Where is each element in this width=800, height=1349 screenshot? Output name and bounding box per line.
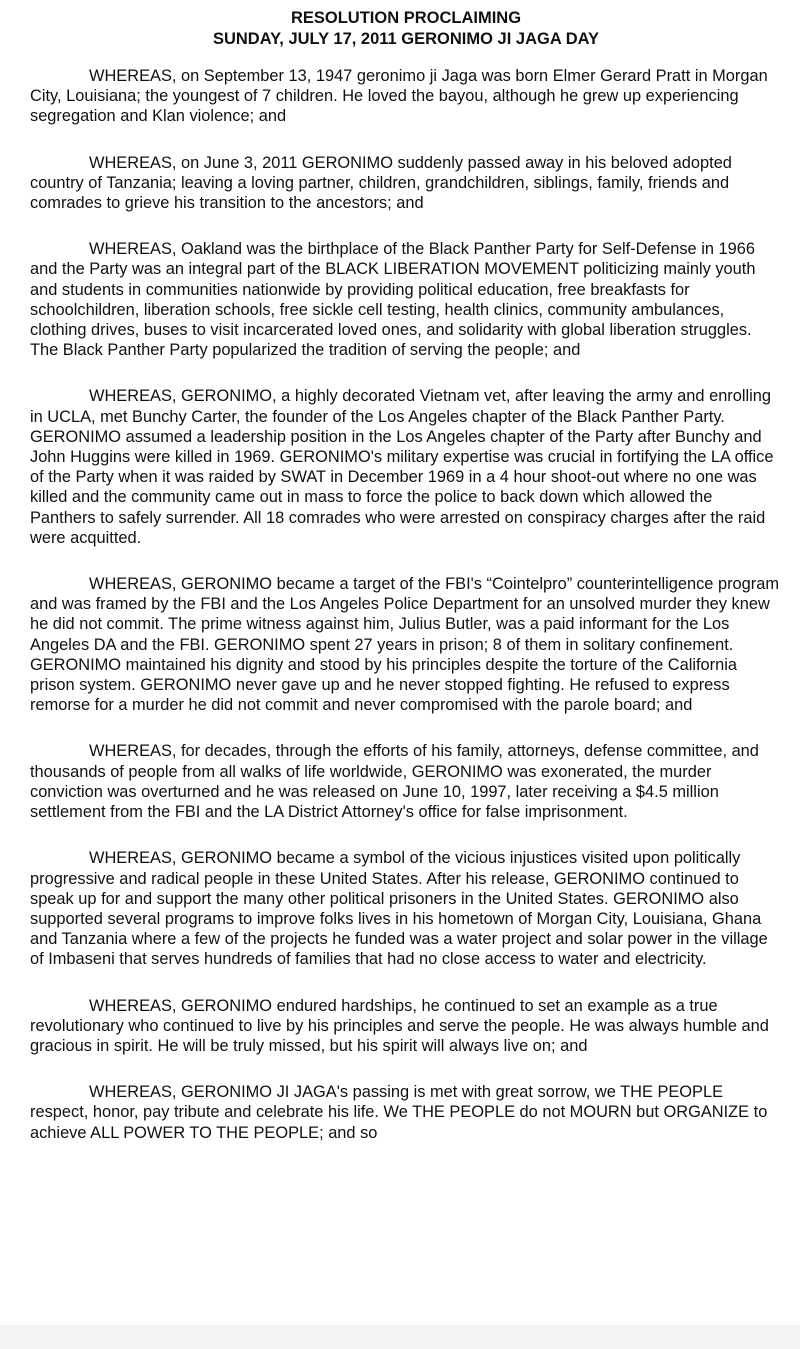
document-page <box>30 8 782 1169</box>
whereas-paragraph-5: WHEREAS, GERONIMO became a target of the FBI's “Cointelpro” counterintelligence program and was framed by the FBI and the Los Angeles Police Department for an unsolved murder they knew he did not commit. The prime witness against him, Julius Butler, was a paid informant for the Los Angeles DA and the FBI. GERONIMO spent 27 years in prison; 8 of them in solitary confinement. GERONIMO maintained his dignity and stood by his principles despite the torture of the California prison system. GERONIMO never gave up and he never stopped fighting. He refused to express remorse for a murder he did not commit and never compromised with the parole board; and <box>30 575 779 715</box>
whereas-paragraph-6: WHEREAS, for decades, through the efforts of his family, attorneys, defense committee, and thousands of people from all walks of life worldwide, GERONIMO was exonerated, the murder conviction was overturned and he was released on June 10, 1997, later receiving a $4.5 million settlement from the FBI and the LA District Attorney's office for false imprisonment. <box>30 742 759 822</box>
whereas-paragraph-3: WHEREAS, Oakland was the birthplace of the Black Panther Party for Self-Defense in 1966 and the Party was an integral part of the BLACK LIBERATION MOVEMENT politicizing mainly youth and students in communities nationwide by providing political education, free breakfasts for schoolchildren, liberation schools, free sickle cell testing, health clinics, community ambulances, clothing drives, buses to visit incarcerated loved ones, and solidarity with global liberation struggles. The Black Panther Party popularized the tradition of serving the people; and <box>30 240 756 360</box>
title-line-2: SUNDAY, JULY 17, 2011 GERONIMO JI JAGA DAY <box>212 30 600 48</box>
whereas-paragraph-1: WHEREAS, on September 13, 1947 geronimo ji Jaga was born Elmer Gerard Pratt in Morgan City, Louisiana; the youngest of 7 children. He loved the bayou, although he grew up experiencing segregation and Klan violence; and <box>30 67 768 126</box>
document-title <box>30 8 782 50</box>
title-line-1: RESOLUTION PROCLAIMING <box>290 9 522 27</box>
page-bottom-band <box>0 1325 800 1349</box>
whereas-paragraph-7: WHEREAS, GERONIMO became a symbol of the vicious injustices visited upon politically progressive and radical people in these United States. After his release, GERONIMO continued to speak up for and support the many other political prisoners in the United States. GERONIMO also supported several programs to improve folks lives in his hometown of Morgan City, Louisiana, Ghana and Tanzania where a few of the projects he funded was a water project and solar power in the village of Imbaseni that serves hundreds of families that had no close access to water and electricity. <box>30 849 768 969</box>
whereas-paragraph-8: WHEREAS, GERONIMO endured hardships, he continued to set an example as a true revolutionary who continued to live by his principles and serve the people. He was always humble and gracious in spirit. He will be truly missed, but his spirit will always live on; and <box>30 996 769 1055</box>
whereas-paragraph-4: WHEREAS, GERONIMO, a highly decorated Vietnam vet, after leaving the army and enrolling in UCLA, met Bunchy Carter, the founder of the Los Angeles chapter of the Black Panther Party. GERONIMO assumed a leadership position in the Los Angeles chapter of the Party after Bunchy and John Huggins were killed in 1969. GERONIMO's military expertise was crucial in fortifying the LA office of the Party when it was raided by SWAT in December 1969 in a 4 hour shoot-out where no one was killed and the community came out in mass to force the police to back down which allowed the Panthers to safely surrender. All 18 comrades who were arrested on conspiracy charges after the raid were acquitted. <box>30 387 774 547</box>
whereas-paragraph-2: WHEREAS, on June 3, 2011 GERONIMO suddenly passed away in his beloved adopted country of Tanzania; leaving a loving partner, children, grandchildren, siblings, family, friends and comrades to grieve his transition to the ancestors; and <box>30 153 732 213</box>
whereas-paragraph-9: WHEREAS, GERONIMO JI JAGA's passing is met with great sorrow, we THE PEOPLE respect, honor, pay tribute and celebrate his life. We THE PEOPLE do not MOURN but ORGANIZE to achieve ALL POWER TO THE PEOPLE; and so <box>30 1083 768 1142</box>
